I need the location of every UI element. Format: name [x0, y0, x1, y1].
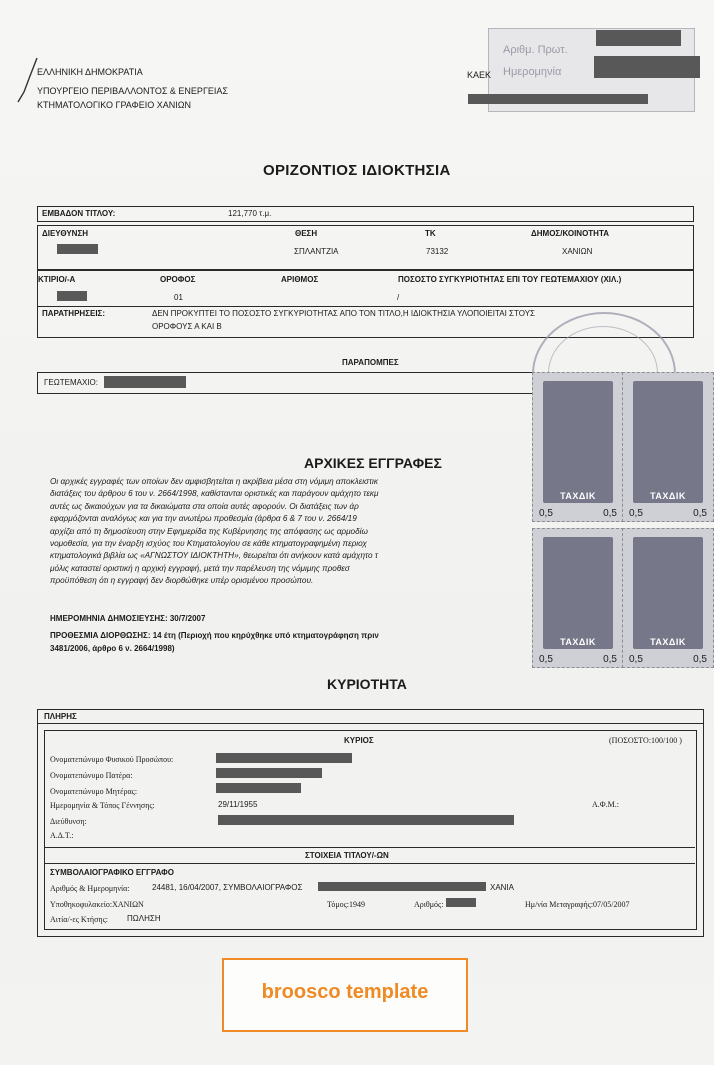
municipality-value: ΧΑΝΙΩΝ [562, 247, 593, 256]
initial-entries-line: διατάξεις του άρθρου 6 του ν. 2664/1998, καθίστανται οριστικές και παράγουν αμάχητο τεκμ [50, 489, 379, 499]
revenue-stamp: ΤΑΧΔΙΚ 0,5 0,5 [622, 372, 714, 522]
full-ownership-label: ΠΛΗΡΗΣ [44, 712, 77, 721]
header-office: ΚΤΗΜΑΤΟΛΟΓΙΚΟ ΓΡΑΦΕΙΟ ΧΑΝΙΩΝ [37, 100, 191, 110]
titles-header: ΣΤΟΙΧΕΙΑ ΤΙΤΛΟΥ/-ΩΝ [305, 851, 389, 860]
position-value: ΣΠΛΑΝΤΖΙΑ [294, 247, 339, 256]
area-value: 121,770 τ.μ. [228, 209, 272, 218]
address-label: ΔΙΕΥΘΥΝΣΗ [42, 229, 89, 238]
owner-birth-value: 29/11/1955 [218, 800, 258, 809]
redaction-block [594, 56, 700, 78]
title-number-label: Αριθμός: [414, 900, 444, 909]
owner-address-label: Διεύθυνση: [50, 817, 87, 826]
initial-entries-line: κτηματολογικά βιβλία ως «ΑΓΝΩΣΤΟΥ ΙΔΙΟΚΤΗΤΗ», θεωρείται ότι ανήκουν κατά αμάχητο τ [50, 551, 378, 561]
protocol-stamp-date: Ημερομηνία [503, 66, 562, 78]
initial-entries-text [50, 476, 528, 588]
redaction-block [216, 753, 352, 763]
redaction-block [57, 244, 98, 254]
initial-entries-title: ΑΡΧΙΚΕΣ ΕΓΓΡΑΦΕΣ [304, 455, 442, 471]
tk-value: 73132 [426, 247, 449, 256]
remarks-line-1: ΔΕΝ ΠΡΟΚΥΠΤΕΙ ΤΟ ΠΟΣΟΣΤΟ ΣΥΓΚΥΡΙΟΤΗΤΑΣ ΑΠΟ ΤΟΝ ΤΙΤΛΟ,Η ΙΔΙΟΚΤΗΣΙΑ ΥΛΟΠΟΙΕΙΤΑΙ ΣΤΟΥΣ [152, 309, 535, 318]
building-label: ΚΤΙΡΙΟ/-Α [38, 275, 76, 284]
divider [37, 723, 704, 724]
owner-birth-label: Ημερομηνία & Τόπος Γέννησης: [50, 801, 155, 810]
title-num-date-label: Αριθμός & Ημερομηνία: [50, 884, 130, 893]
divider [44, 847, 695, 848]
initial-entries-line: εφαρμόζονται αναλόγως και για την ανωτέρω προθεσμία (άρθρα 6 & 7 του ν. 2664/19 [50, 514, 357, 524]
redaction-block [57, 291, 87, 301]
title-doc-type: ΣΥΜΒΟΛΑΙΟΓΡΑΦΙΚΟ ΕΓΓΡΑΦΟ [50, 868, 174, 877]
revenue-stamp: ΤΑΧΔΙΚ 0,5 0,5 [622, 528, 714, 668]
watermark-text: broosco template [261, 981, 429, 1003]
redaction-block [596, 30, 681, 46]
header-ministry: ΥΠΟΥΡΓΕΙΟ ΠΕΡΙΒΑΛΛΟΝΤΟΣ & ΕΝΕΡΓΕΙΑΣ [37, 86, 228, 96]
initial-entries-line: προϋπόθεση ότι η εγγραφή δεν διορθώθηκε υπέρ ορισμένου προσώπου. [50, 576, 314, 586]
share-label: ΠΟΣΟΣΤΟ ΣΥΓΚΥΡΙΟΤΗΤΑΣ ΕΠΙ ΤΟΥ ΓΕΩΤΕΜΑΧΙΟΥ (ΧΙΛ.) [398, 275, 622, 284]
deadline-line-2: 3481/2006, άρθρο 6 ν. 2664/1998) [50, 644, 175, 653]
revenue-stamp: ΤΑΧΔΙΚ 0,5 0,5 [532, 528, 624, 668]
initial-entries-line: Οι αρχικές εγγραφές των οποίων δεν αμφισβητείται η ακρίβεια μέσα στη νόμιμη αποκλειστικ [50, 477, 378, 486]
owner-father-label: Ονοματεπώνυμο Πατέρα: [50, 771, 133, 780]
area-label: ΕΜΒΑΔΟΝ ΤΙΤΛΟΥ: [42, 209, 116, 218]
kaek-label: ΚΑΕΚ [467, 70, 492, 80]
redaction-block [104, 376, 186, 388]
title-cause-label: Αιτία/-ες Κτήσης: [50, 915, 108, 924]
title-city: ΧΑΝΙΑ [490, 883, 515, 892]
initial-entries-line: αυτές ως δικαιούχων για τα δικαιώματα στα οποία αυτές αφορούν. Οι διατάξεις των άρ [50, 501, 359, 511]
publication-date: ΗΜΕΡΟΜΗΝΙΑ ΔΗΜΟΣΙΕΥΣΗΣ: 30/7/2007 [50, 614, 206, 623]
ownership-title: ΚΥΡΙΟΤΗΤΑ [327, 676, 407, 692]
municipality-label: ΔΗΜΟΣ/ΚΟΙΝΟΤΗΤΑ [531, 229, 610, 238]
pen-mark [12, 56, 42, 106]
redaction-block [446, 898, 476, 907]
page-title: ΟΡΙΖΟΝΤΙΟΣ ΙΔΙΟΚΤΗΣΙΑ [263, 162, 451, 179]
floor-label: ΟΡΟΦΟΣ [160, 275, 196, 284]
redaction-block [318, 882, 486, 891]
remarks-line-2: ΟΡΟΦΟΥΣ Α ΚΑΙ Β [152, 322, 222, 331]
owner-afm-label: Α.Φ.Μ.: [592, 800, 619, 809]
title-cause-value: ΠΩΛΗΣΗ [127, 914, 161, 923]
owner-title: ΚΥΡΙΟΣ [344, 736, 374, 745]
redaction-block [216, 768, 322, 778]
owner-mother-label: Ονοματεπώνυμο Μητέρας: [50, 787, 138, 796]
owner-adt-label: Α.Δ.Τ.: [50, 831, 74, 840]
redaction-block [218, 815, 514, 825]
ownership-percent: (ΠΟΣΟΣΤΟ:100/100 ) [609, 736, 682, 745]
title-volume: Τόμος:1949 [327, 900, 366, 909]
initial-entries-line: αρχίζει από τη δημοσίευση στην Εφημερίδα της Κυβέρνησης της απόφασης ως αρμοδίω [50, 526, 368, 536]
redaction-block [468, 94, 648, 104]
floor-value: 01 [174, 293, 183, 302]
remarks-label: ΠΑΡΑΤΗΡΗΣΕΙΣ: [42, 309, 106, 318]
revenue-stamp: ΤΑΧΔΙΚ 0,5 0,5 [532, 372, 624, 522]
protocol-stamp-text: Αριθμ. Πρωτ. [503, 44, 568, 56]
initial-entries-line: μόλις καταστεί οριστική η αρχική εγγραφή, μετά την παρέλευση της νόμιμης προθεσ [50, 563, 350, 573]
parcel-label: ΓΕΩΤΕΜΑΧΙΟ: [44, 378, 98, 387]
area-row [37, 206, 694, 222]
title-transfer-date: Ημ/νία Μεταγραφής:07/05/2007 [525, 900, 630, 909]
owner-name-label: Ονοματεπώνυμο Φυσικού Προσώπου: [50, 755, 174, 764]
title-num-date-value: 24481, 16/04/2007, ΣΥΜΒΟΛΑΙΟΓΡΑΦΟΣ [152, 883, 303, 892]
title-registry: Υποθηκοφυλακείο:ΧΑΝΙΩΝ [50, 900, 144, 909]
redaction-block [216, 783, 301, 793]
share-value: / [397, 293, 400, 302]
tk-label: ΤΚ [425, 229, 436, 238]
divider [44, 863, 695, 864]
number-label: ΑΡΙΘΜΟΣ [281, 275, 319, 284]
references-title: ΠΑΡΑΠΟΜΠΕΣ [342, 358, 399, 367]
deadline-line-1: ΠΡΟΘΕΣΜΙΑ ΔΙΟΡΘΩΣΗΣ: 14 έτη (Περιοχή που κηρύχθηκε υπό κτηματογράφηση πριν [50, 631, 379, 640]
header-republic: ΕΛΛΗΝΙΚΗ ΔΗΜΟΚΡΑΤΙΑ [37, 67, 143, 77]
position-label: ΘΕΣΗ [295, 229, 318, 238]
initial-entries-line: νομοθεσία, για την έναρξη ισχύος του Κτηματολογίου σε κάθε κτηματογραφημένη περιοχ [50, 539, 367, 549]
